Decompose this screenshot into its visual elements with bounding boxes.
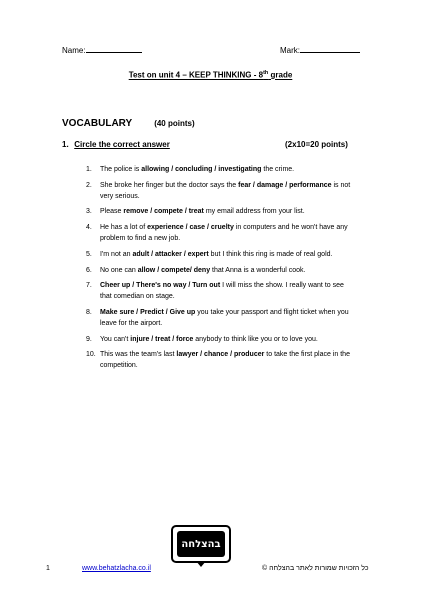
question-item [86, 335, 356, 346]
item-number: 5. [86, 250, 92, 258]
sentence-text: but I think this ring is made of real gold. [208, 250, 333, 258]
item-text [100, 250, 356, 261]
logo-text: בהצלחה [177, 531, 225, 557]
answer-options[interactable]: allowing / concluding / investigating [141, 166, 262, 173]
mark-blank [300, 44, 360, 53]
item-text [100, 223, 356, 245]
title-end: grade [268, 70, 293, 80]
question-label: Circle the correct answer [74, 140, 170, 149]
item-text [100, 181, 356, 203]
question-number: 1. [62, 140, 69, 149]
question-score: (2x10=20 points) [285, 140, 348, 149]
item-number: 6. [86, 266, 92, 274]
item-text [100, 207, 356, 218]
sentence-text: This was the team's last [100, 351, 177, 359]
sentence-text: He has a lot of [100, 224, 148, 232]
item-text [100, 266, 356, 277]
section-heading [62, 118, 195, 129]
sentence-text: to take the first place in the competition. [100, 351, 350, 370]
sentence-text: you take your passport and flight ticket when you leave for the airport. [100, 308, 349, 327]
item-number: 8. [86, 308, 92, 316]
item-text [100, 165, 356, 176]
item-number: 9. [86, 335, 92, 343]
answer-options[interactable]: Make sure / Predict / Give up [100, 308, 196, 316]
question-heading [62, 140, 362, 149]
item-number: 2. [86, 181, 92, 189]
question-item [86, 350, 356, 372]
page-number: 1 [46, 565, 50, 572]
mark-label: Mark: [280, 46, 300, 55]
item-number: 4. [86, 224, 92, 232]
mark-field [280, 44, 360, 55]
sentence-text: She broke her finger but the doctor says the [100, 181, 239, 189]
section-title: VOCABULARY [62, 118, 133, 129]
item-text [100, 308, 356, 330]
answer-options[interactable]: allow / compete/ deny [137, 266, 211, 274]
question-item [86, 308, 356, 330]
sentence-text: that Anna is a wonderful cook. [210, 266, 306, 274]
sentence-text: I will miss the show. I really want to see that comedian on stage. [100, 282, 344, 301]
section-points: (40 points) [154, 119, 195, 128]
sentence-text: my email address from your list. [203, 208, 305, 216]
item-text [100, 335, 356, 346]
answer-options[interactable]: experience / case / cruelty [147, 224, 234, 232]
sentence-text: The police is [100, 166, 142, 173]
question-item [86, 207, 356, 218]
item-number: 1. [86, 166, 92, 173]
question-item [86, 281, 356, 303]
name-field [62, 44, 142, 55]
item-text [100, 281, 356, 303]
question-item [86, 181, 356, 203]
sentence-text: in computers and he won't have any problem to find a new job. [100, 224, 348, 242]
answer-options[interactable]: remove / compete / treat [123, 208, 204, 216]
item-text [100, 350, 356, 372]
question-item [86, 266, 356, 277]
item-number: 3. [86, 208, 92, 216]
answer-options[interactable]: injure / treat / force [130, 335, 194, 343]
question-item [86, 165, 356, 176]
answer-options[interactable]: adult / attacker / expert [132, 250, 209, 258]
answer-options[interactable]: fear / damage / performance [238, 181, 332, 189]
item-number: 10. [86, 351, 96, 359]
item-number: 7. [86, 282, 92, 290]
name-blank [86, 44, 142, 53]
question-item [86, 250, 356, 261]
sentence-text: I'm not an [100, 250, 133, 258]
sentence-text: You can't [100, 335, 131, 343]
logo [171, 525, 231, 563]
title-main: Test on unit 4 – KEEP THINKING - 8 [128, 70, 264, 80]
name-label: Name: [62, 46, 86, 55]
copyright-text: כל הזכויות שמורות לאתר בהצלחה © [262, 565, 369, 572]
sentence-text: Please [100, 208, 124, 216]
question-list [86, 165, 356, 377]
title-sup: th [263, 70, 269, 76]
sentence-text: is not very serious. [100, 181, 351, 200]
website-link[interactable]: www.behatzlacha.co.il [82, 565, 151, 572]
answer-options[interactable]: lawyer / chance / producer [176, 351, 265, 359]
page-title [0, 70, 421, 80]
question-item [86, 223, 356, 245]
sentence-text: the crime. [261, 166, 295, 173]
answer-options[interactable]: Cheer up / There's no way / Turn out [100, 282, 221, 290]
logo-tail [196, 561, 206, 567]
sentence-text: No one can [100, 266, 138, 274]
sentence-text: anybody to think like you or to love you. [193, 335, 318, 343]
